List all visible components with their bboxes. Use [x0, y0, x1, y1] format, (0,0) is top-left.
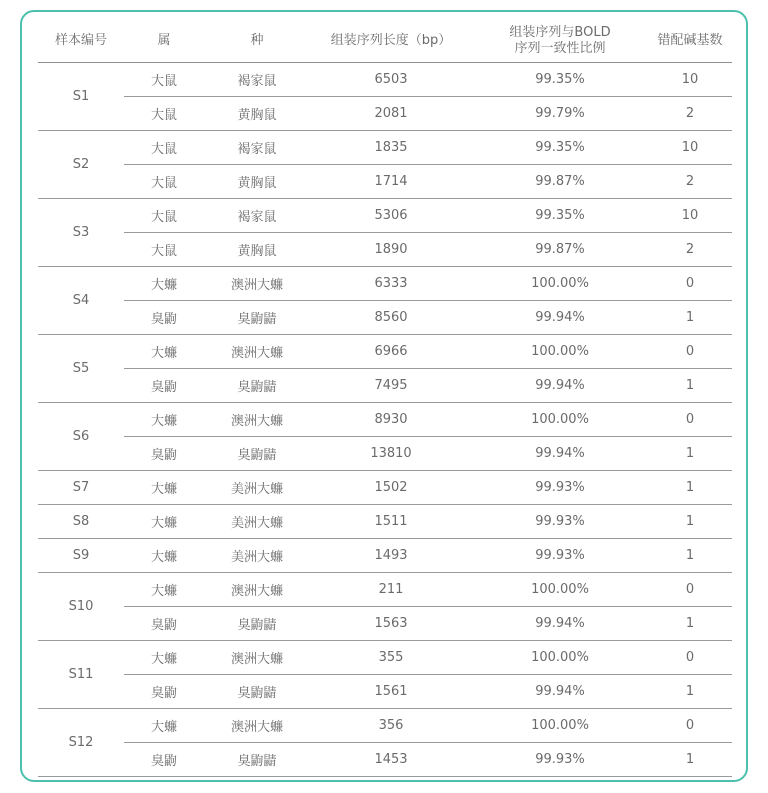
cell-bold-identity: 100.00%: [472, 403, 648, 437]
cell-genus: 大蠊: [124, 335, 204, 369]
cell-mismatch-count: 0: [648, 267, 732, 301]
cell-assembly-length: 5306: [310, 199, 472, 233]
cell-sample-id: S5: [38, 335, 124, 403]
cell-sample-id: S12: [38, 709, 124, 777]
cell-genus: 大鼠: [124, 199, 204, 233]
cell-genus: 大鼠: [124, 165, 204, 199]
cell-species: 澳洲大蠊: [204, 335, 310, 369]
cell-mismatch-count: 1: [648, 369, 732, 403]
cell-assembly-length: 6966: [310, 335, 472, 369]
cell-genus: 臭鼩: [124, 369, 204, 403]
cell-assembly-length: 1453: [310, 743, 472, 777]
cell-species: 美洲大蠊: [204, 539, 310, 573]
table-row: [38, 165, 732, 199]
cell-mismatch-count: 10: [648, 63, 732, 97]
table-row: [38, 335, 732, 369]
cell-sample-id: S10: [38, 573, 124, 641]
cell-assembly-length: 1563: [310, 607, 472, 641]
cell-assembly-length: 355: [310, 641, 472, 675]
cell-genus: 大蠊: [124, 539, 204, 573]
cell-sample-id: S4: [38, 267, 124, 335]
cell-genus: 大鼠: [124, 63, 204, 97]
cell-bold-identity: 99.94%: [472, 369, 648, 403]
cell-sample-id: S1: [38, 63, 124, 131]
cell-species: 褐家鼠: [204, 199, 310, 233]
cell-mismatch-count: 2: [648, 165, 732, 199]
cell-assembly-length: 1493: [310, 539, 472, 573]
cell-mismatch-count: 0: [648, 641, 732, 675]
cell-mismatch-count: 1: [648, 471, 732, 505]
cell-assembly-length: 2081: [310, 97, 472, 131]
cell-species: 臭鼩鼱: [204, 675, 310, 709]
cell-genus: 臭鼩: [124, 607, 204, 641]
cell-sample-id: S7: [38, 471, 124, 505]
cell-sample-id: S6: [38, 403, 124, 471]
table-row: [38, 743, 732, 777]
table-row: [38, 471, 732, 505]
cell-mismatch-count: 1: [648, 743, 732, 777]
cell-assembly-length: 13810: [310, 437, 472, 471]
cell-mismatch-count: 1: [648, 607, 732, 641]
cell-genus: 大鼠: [124, 97, 204, 131]
table-row: [38, 233, 732, 267]
cell-sample-id: S3: [38, 199, 124, 267]
cell-bold-identity: 100.00%: [472, 267, 648, 301]
cell-bold-identity: 99.94%: [472, 607, 648, 641]
cell-assembly-length: 1502: [310, 471, 472, 505]
cell-genus: 大蠊: [124, 573, 204, 607]
cell-assembly-length: 1835: [310, 131, 472, 165]
cell-genus: 臭鼩: [124, 301, 204, 335]
cell-species: 美洲大蠊: [204, 471, 310, 505]
cell-bold-identity: 100.00%: [472, 641, 648, 675]
cell-assembly-length: 356: [310, 709, 472, 743]
table-row: [38, 267, 732, 301]
table-row: [38, 675, 732, 709]
table-row: [38, 539, 732, 573]
cell-sample-id: S9: [38, 539, 124, 573]
cell-species: 褐家鼠: [204, 63, 310, 97]
header-sample-id: 样本编号: [38, 20, 124, 63]
cell-assembly-length: 211: [310, 573, 472, 607]
cell-mismatch-count: 0: [648, 573, 732, 607]
cell-genus: 大蠊: [124, 709, 204, 743]
cell-genus: 大蠊: [124, 505, 204, 539]
cell-assembly-length: 8930: [310, 403, 472, 437]
table-row: [38, 573, 732, 607]
cell-mismatch-count: 1: [648, 301, 732, 335]
cell-mismatch-count: 10: [648, 131, 732, 165]
header-assembly-length: 组装序列长度（bp）: [310, 20, 472, 63]
cell-species: 黄胸鼠: [204, 97, 310, 131]
cell-genus: 臭鼩: [124, 437, 204, 471]
cell-species: 澳洲大蠊: [204, 267, 310, 301]
cell-species: 美洲大蠊: [204, 505, 310, 539]
cell-mismatch-count: 1: [648, 505, 732, 539]
cell-species: 臭鼩鼱: [204, 607, 310, 641]
cell-bold-identity: 99.35%: [472, 131, 648, 165]
cell-genus: 臭鼩: [124, 675, 204, 709]
table-row: [38, 63, 732, 97]
cell-assembly-length: 1714: [310, 165, 472, 199]
cell-bold-identity: 99.94%: [472, 437, 648, 471]
cell-mismatch-count: 2: [648, 233, 732, 267]
cell-mismatch-count: 0: [648, 335, 732, 369]
cell-bold-identity: 99.93%: [472, 743, 648, 777]
cell-assembly-length: 7495: [310, 369, 472, 403]
cell-assembly-length: 8560: [310, 301, 472, 335]
table-row: [38, 301, 732, 335]
cell-genus: 大鼠: [124, 233, 204, 267]
cell-species: 臭鼩鼱: [204, 369, 310, 403]
cell-mismatch-count: 1: [648, 539, 732, 573]
cell-sample-id: S11: [38, 641, 124, 709]
header-species: 种: [204, 20, 310, 63]
table-header: [38, 20, 732, 63]
cell-assembly-length: 1890: [310, 233, 472, 267]
cell-species: 澳洲大蠊: [204, 709, 310, 743]
cell-bold-identity: 99.94%: [472, 675, 648, 709]
table-row: [38, 131, 732, 165]
cell-mismatch-count: 1: [648, 675, 732, 709]
header-row: [38, 20, 732, 63]
table-row: [38, 709, 732, 743]
table-row: [38, 97, 732, 131]
cell-species: 臭鼩鼱: [204, 301, 310, 335]
cell-sample-id: S2: [38, 131, 124, 199]
cell-mismatch-count: 2: [648, 97, 732, 131]
cell-bold-identity: 99.93%: [472, 539, 648, 573]
cell-assembly-length: 1511: [310, 505, 472, 539]
table-row: [38, 437, 732, 471]
cell-sample-id: S8: [38, 505, 124, 539]
cell-species: 澳洲大蠊: [204, 641, 310, 675]
table-row: [38, 369, 732, 403]
header-genus: 属: [124, 20, 204, 63]
cell-assembly-length: 6333: [310, 267, 472, 301]
cell-bold-identity: 99.93%: [472, 471, 648, 505]
cell-mismatch-count: 0: [648, 403, 732, 437]
cell-assembly-length: 1561: [310, 675, 472, 709]
cell-bold-identity: 99.35%: [472, 63, 648, 97]
cell-genus: 大蠊: [124, 471, 204, 505]
cell-genus: 臭鼩: [124, 743, 204, 777]
cell-mismatch-count: 10: [648, 199, 732, 233]
cell-bold-identity: 99.79%: [472, 97, 648, 131]
cell-bold-identity: 100.00%: [472, 335, 648, 369]
table-row: [38, 505, 732, 539]
cell-assembly-length: 6503: [310, 63, 472, 97]
cell-species: 褐家鼠: [204, 131, 310, 165]
cell-bold-identity: 99.87%: [472, 165, 648, 199]
header-mismatch-count: 错配碱基数: [648, 20, 732, 63]
table-row: [38, 403, 732, 437]
table-row: [38, 641, 732, 675]
table-body: [38, 63, 732, 777]
cell-genus: 大蠊: [124, 641, 204, 675]
cell-species: 黄胸鼠: [204, 165, 310, 199]
table-row: [38, 607, 732, 641]
cell-mismatch-count: 0: [648, 709, 732, 743]
cell-genus: 大蠊: [124, 267, 204, 301]
cell-genus: 大鼠: [124, 131, 204, 165]
cell-bold-identity: 100.00%: [472, 573, 648, 607]
cell-bold-identity: 99.93%: [472, 505, 648, 539]
cell-mismatch-count: 1: [648, 437, 732, 471]
cell-bold-identity: 99.87%: [472, 233, 648, 267]
cell-bold-identity: 100.00%: [472, 709, 648, 743]
cell-species: 黄胸鼠: [204, 233, 310, 267]
cell-species: 臭鼩鼱: [204, 437, 310, 471]
header-bold-identity: 组装序列与BOLD 序列一致性比例: [472, 20, 648, 63]
cell-species: 澳洲大蠊: [204, 573, 310, 607]
cell-bold-identity: 99.35%: [472, 199, 648, 233]
cell-species: 澳洲大蠊: [204, 403, 310, 437]
results-table: [38, 20, 732, 777]
cell-species: 臭鼩鼱: [204, 743, 310, 777]
table-row: [38, 199, 732, 233]
cell-bold-identity: 99.94%: [472, 301, 648, 335]
cell-genus: 大蠊: [124, 403, 204, 437]
